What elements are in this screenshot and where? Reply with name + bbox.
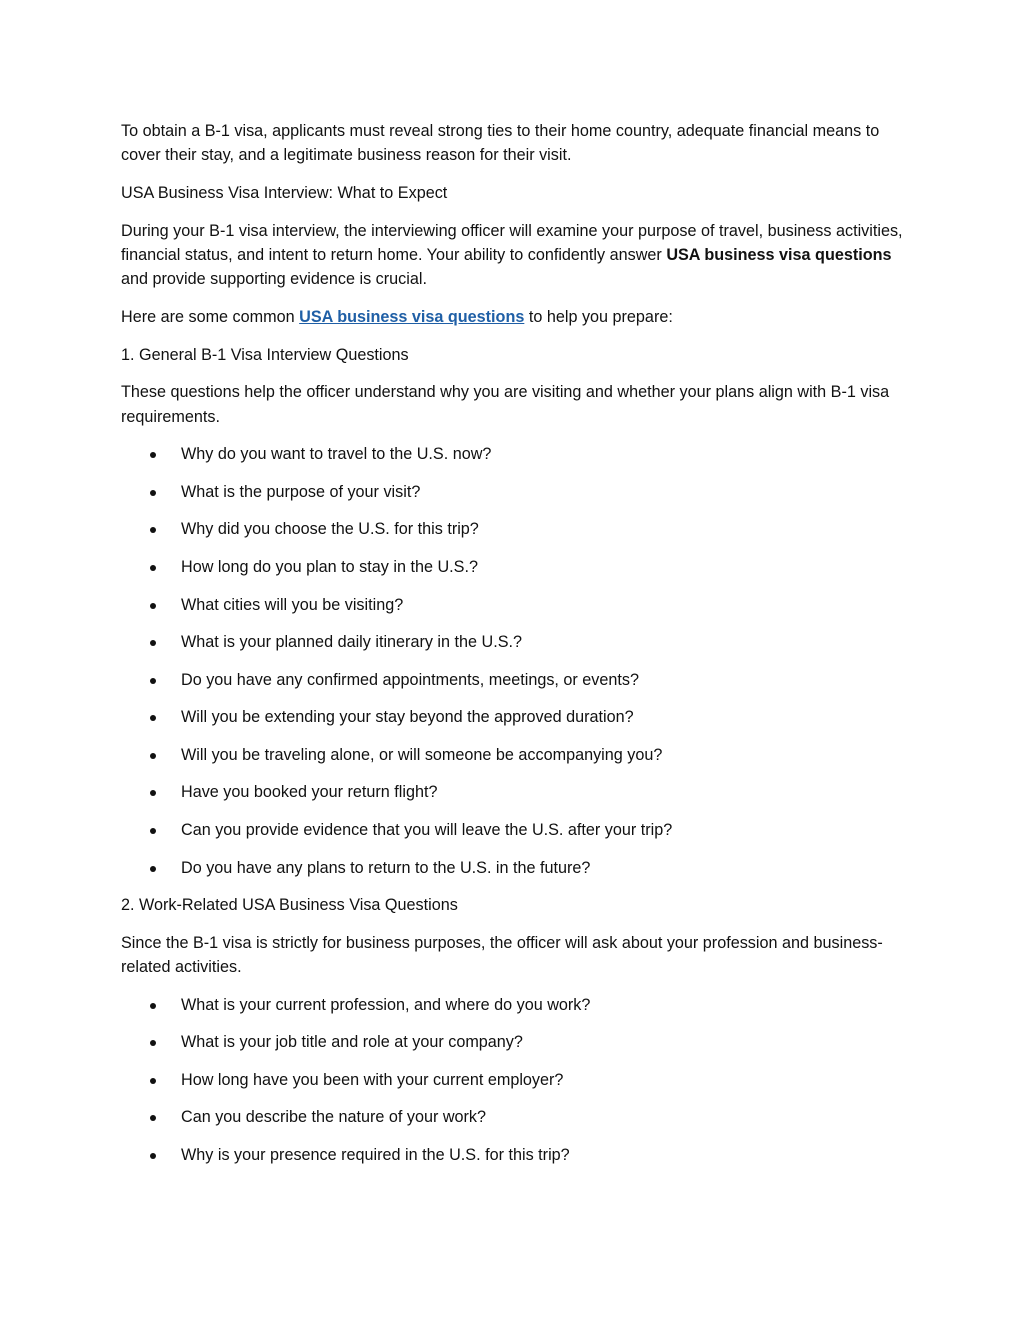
list-item <box>121 480 906 504</box>
list-item <box>121 1030 906 1054</box>
list-item <box>121 517 906 541</box>
list-item <box>121 780 906 804</box>
list-item-text: Have you booked your return flight? <box>181 783 438 802</box>
section1-description: These questions help the officer understand why you are visiting and whether your plans align with B-1 visa requirements. <box>121 383 890 426</box>
prepare-text-end: to help you prepare: <box>524 308 673 326</box>
list-item <box>121 593 906 617</box>
bullet-icon <box>150 715 156 721</box>
list-item <box>121 1068 906 1092</box>
list-item <box>121 442 906 466</box>
list-item-text: What is your current profession, and where do you work? <box>181 995 591 1014</box>
bullet-icon <box>150 527 156 533</box>
bullet-icon <box>150 866 156 872</box>
bullet-icon <box>150 490 156 496</box>
list-item-text: Why do you want to travel to the U.S. now? <box>181 445 492 464</box>
interview-heading: USA Business Visa Interview: What to Expect <box>121 184 448 202</box>
section1-heading: 1. General B-1 Visa Interview Questions <box>121 345 409 364</box>
list-item <box>121 743 906 767</box>
list-item <box>121 818 906 842</box>
bullet-icon <box>150 640 156 646</box>
interview-paragraph <box>121 219 906 292</box>
list-item-text: Will you be extending your stay beyond the approved duration? <box>181 708 634 727</box>
list-item <box>121 1143 906 1167</box>
bullet-icon <box>150 753 156 759</box>
list-item <box>121 668 906 692</box>
visa-questions-link[interactable]: USA business visa questions <box>299 308 525 326</box>
section1-question-list <box>121 442 906 880</box>
list-item <box>121 555 906 579</box>
document-body <box>121 119 906 1181</box>
list-item <box>121 993 906 1017</box>
bullet-icon <box>150 603 156 609</box>
bullet-icon <box>150 828 156 834</box>
list-item <box>121 630 906 654</box>
bullet-icon <box>150 678 156 684</box>
list-item-text: What is your job title and role at your company? <box>181 1033 523 1052</box>
bullet-icon <box>150 1078 156 1084</box>
list-item-text: Do you have any plans to return to the U.S. in the future? <box>181 858 591 877</box>
bullet-icon <box>150 1040 156 1046</box>
prepare-paragraph <box>121 305 906 329</box>
bullet-icon <box>150 1153 156 1159</box>
bullet-icon <box>150 1003 156 1009</box>
list-item-text: What is the purpose of your visit? <box>181 482 421 501</box>
list-item-text: What is your planned daily itinerary in the U.S.? <box>181 633 523 652</box>
list-item-text: Do you have any confirmed appointments, meetings, or events? <box>181 670 640 689</box>
section2-question-list <box>121 993 906 1168</box>
bullet-icon <box>150 565 156 571</box>
bullet-icon <box>150 790 156 796</box>
interview-text-end: and provide supporting evidence is crucial. <box>121 270 427 289</box>
list-item <box>121 856 906 880</box>
prepare-text-start: Here are some common <box>121 308 300 326</box>
list-item-text: What cities will you be visiting? <box>181 595 404 614</box>
list-item-text: How long do you plan to stay in the U.S.? <box>181 557 478 576</box>
list-item-text: Can you provide evidence that you will leave the U.S. after your trip? <box>181 820 673 839</box>
intro-paragraph: To obtain a B-1 visa, applicants must reveal strong ties to their home country, adequate financial means to cover their stay, and a legitimate business reason for their visit. <box>121 122 880 165</box>
list-item-text: Why is your presence required in the U.S. for this trip? <box>181 1146 570 1165</box>
interview-text-start: During your B-1 visa interview, the interviewing officer will examine your purpose of travel, business activities, financial status, and intent to return home. Your ability to confidently answer <box>121 221 903 264</box>
list-item-text: Will you be traveling alone, or will someone be accompanying you? <box>181 745 663 764</box>
list-item-text: Why did you choose the U.S. for this trip? <box>181 520 479 539</box>
section2-heading: 2. Work-Related USA Business Visa Questions <box>121 896 458 915</box>
list-item-text: How long have you been with your current employer? <box>181 1070 564 1089</box>
section2-description: Since the B-1 visa is strictly for business purposes, the officer will ask about your profession and business-related activities. <box>121 933 883 977</box>
bullet-icon <box>150 452 156 458</box>
list-item <box>121 705 906 729</box>
interview-bold-phrase: USA business visa questions <box>666 246 892 264</box>
list-item <box>121 1105 906 1129</box>
list-item-text: Can you describe the nature of your work? <box>181 1108 487 1127</box>
bullet-icon <box>150 1115 156 1121</box>
